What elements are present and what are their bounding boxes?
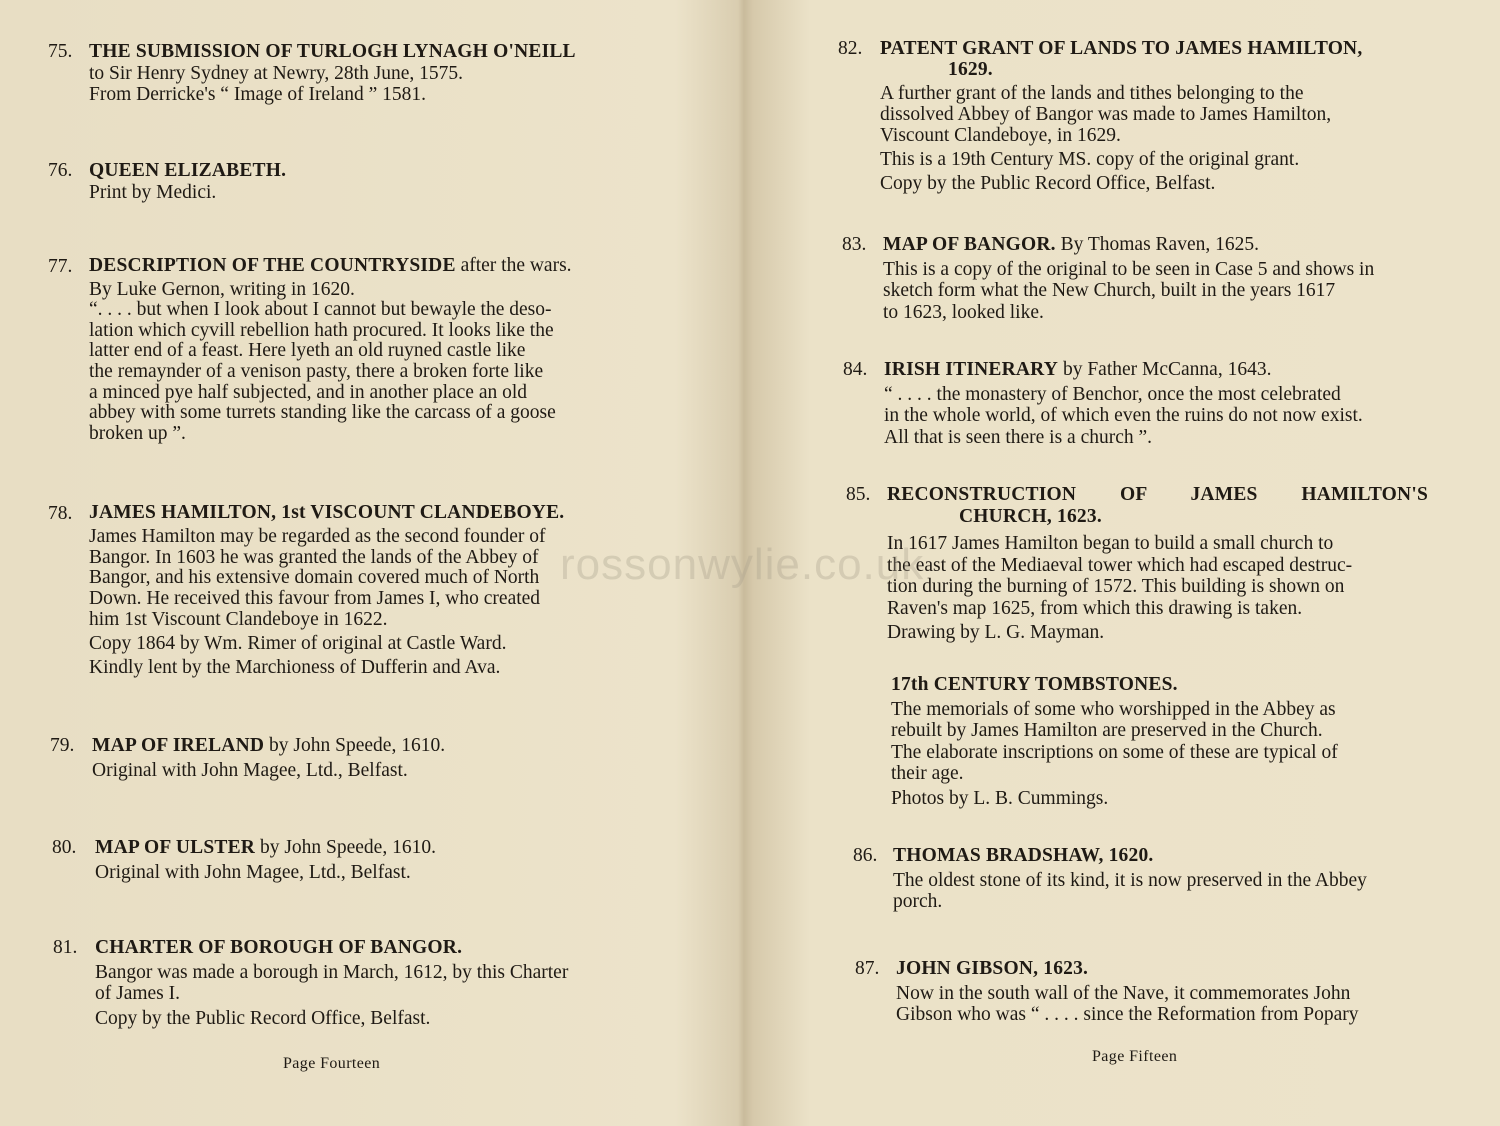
entry-line: The oldest stone of its kind, it is now preserved in the Abbey (893, 869, 1367, 891)
entry-line: Copy by the Public Record Office, Belfast. (880, 173, 1216, 194)
entry-line: Down. He received this favour from James I, who created (89, 588, 541, 610)
entry-number: 75. (48, 41, 73, 62)
entry-line: All that is seen there is a church ”. (884, 426, 1153, 448)
entry-line: Kindly lent by the Marchioness of Dufferin and Ava. (89, 656, 501, 678)
entry-line: Photos by L. B. Cummings. (891, 787, 1109, 809)
entry-title: THOMAS BRADSHAW, 1620. (893, 845, 1154, 866)
entry-title: DESCRIPTION OF THE COUNTRYSIDE (89, 255, 456, 276)
entry-line: Print by Medici. (89, 181, 217, 203)
entry-title: MAP OF ULSTER (95, 837, 256, 858)
entry-title: MAP OF IRELAND (92, 735, 265, 756)
entry-title: MAP OF BANGOR. (883, 234, 1056, 255)
entry-number: 83. (842, 234, 867, 255)
page-number-left: Page Fourteen (283, 1055, 381, 1072)
entry-title: QUEEN ELIZABETH. (89, 160, 287, 181)
entry-line: broken up ”. (89, 422, 186, 444)
entry-line: porch. (893, 891, 943, 912)
entry-line: the east of the Mediaeval tower which had escaped destruc- (887, 554, 1353, 576)
entry-line: abbey with some turrets standing like the carcass of a goose (89, 402, 556, 424)
entry-number: 76. (48, 160, 73, 181)
entry-title-line2: CHURCH, 1623. (959, 505, 1102, 527)
entry-number: 84. (843, 359, 868, 380)
entry-line: Now in the south wall of the Nave, it commemorates John (896, 982, 1351, 1004)
entry-line: rebuilt by James Hamilton are preserved in the Church. (891, 720, 1323, 741)
page-number-right: Page Fifteen (1092, 1048, 1178, 1065)
watermark-text: rossonwylie.co.uk (560, 540, 925, 589)
entry-line: tion during the burning of 1572. This building is shown on (887, 576, 1345, 597)
entry-line: By Luke Gernon, writing in 1620. (89, 278, 355, 300)
entry-title-rest: by John Speede, 1610. (264, 735, 446, 756)
entry-line: From Derricke's “ Image of Ireland ” 1581. (89, 84, 427, 105)
entry-number: 78. (48, 503, 73, 524)
entry-title: PATENT GRANT OF LANDS TO JAMES HAMILTON, (880, 38, 1363, 59)
entry-title: IRISH ITINERARY (884, 359, 1059, 380)
entry-line: dissolved Abbey of Bangor was made to James Hamilton, (880, 104, 1332, 125)
entry-line: latter end of a feast. Here lyeth an old ruyned castle like (89, 340, 526, 362)
entry-line: This is a copy of the original to be seen in Case 5 and shows in (883, 258, 1375, 280)
entry-title: JAMES HAMILTON, 1st VISCOUNT CLANDEBOYE. (89, 502, 565, 523)
entry-title-rest: by Father McCanna, 1643. (1058, 359, 1272, 380)
entry-title-rest: by John Speede, 1610. (255, 837, 436, 858)
entry-line: A further grant of the lands and tithes belonging to the (880, 83, 1304, 104)
entry-line: “. . . . but when I look about I cannot but bewayle the deso- (89, 299, 552, 321)
entry-line: James Hamilton may be regarded as the second founder of (89, 525, 546, 547)
entry-line: Viscount Clandeboye, in 1629. (880, 125, 1121, 146)
entry-line: Original with John Magee, Ltd., Belfast. (92, 759, 408, 781)
entry-title: THE SUBMISSION OF TURLOGH LYNAGH O'NEILL (89, 41, 576, 62)
entry-line: Original with John Magee, Ltd., Belfast. (95, 861, 411, 883)
entry-number: 82. (838, 38, 863, 59)
entry-title: RECONSTRUCTION OF JAMES HAMILTON'S (887, 484, 1428, 505)
entry-line: the remaynder of a venison pasty, there a broken forte like (89, 360, 544, 382)
entry-line: him 1st Viscount Clandeboye in 1622. (89, 608, 388, 630)
entry-line: to 1623, looked like. (883, 301, 1044, 323)
entry-line: Bangor. In 1603 he was granted the lands of the Abbey of (89, 546, 539, 568)
entry-line: in the whole world, of which even the ruins do not now exist. (884, 405, 1363, 426)
entry-line: This is a 19th Century MS. copy of the original grant. (880, 149, 1300, 170)
entry-number: 79. (50, 735, 75, 756)
entry-line: Bangor, and his extensive domain covered much of North (89, 567, 540, 589)
entry-line: The elaborate inscriptions on some of these are typical of (891, 741, 1338, 763)
entry-line: of James I. (95, 983, 181, 1004)
entry-line: Gibson who was “ . . . . since the Reformation from Popary (896, 1004, 1359, 1025)
entry-line: Bangor was made a borough in March, 1612, by this Charter (95, 961, 569, 983)
entry-line: Copy 1864 by Wm. Rimer of original at Castle Ward. (89, 632, 507, 654)
entry-line: their age. (891, 763, 964, 784)
entry-title-line2: 1629. (948, 59, 993, 80)
entry-line: Drawing by L. G. Mayman. (887, 622, 1105, 643)
section-title: 17th CENTURY TOMBSTONES. (891, 674, 1178, 695)
entry-number: 80. (52, 837, 77, 858)
entry-title: JOHN GIBSON, 1623. (896, 958, 1089, 979)
entry-number: 77. (48, 256, 73, 277)
entry-number: 86. (853, 845, 878, 866)
entry-line: sketch form what the New Church, built in the years 1617 (883, 280, 1336, 301)
entry-title-rest: By Thomas Raven, 1625. (1055, 234, 1259, 255)
entry-line: lation which cyvill rebellion hath procured. It looks like the (89, 319, 554, 341)
entry-line: Raven's map 1625, from which this drawing is taken. (887, 597, 1303, 619)
entry-line: “ . . . . the monastery of Benchor, once the most celebrated (884, 383, 1341, 405)
entry-line: Copy by the Public Record Office, Belfast. (95, 1007, 431, 1029)
entry-line: a minced pye half subjected, and in another place an old (89, 381, 528, 403)
entry-line: The memorials of some who worshipped in the Abbey as (891, 698, 1336, 720)
entry-line: to Sir Henry Sydney at Newry, 28th June, 1575. (89, 62, 464, 84)
entry-title-rest: after the wars. (455, 255, 572, 276)
entry-number: 81. (53, 937, 78, 958)
entry-title: CHARTER OF BOROUGH OF BANGOR. (95, 937, 463, 958)
entry-number: 87. (855, 958, 880, 979)
entry-number: 85. (846, 484, 871, 505)
entry-line: In 1617 James Hamilton began to build a small church to (887, 533, 1334, 554)
